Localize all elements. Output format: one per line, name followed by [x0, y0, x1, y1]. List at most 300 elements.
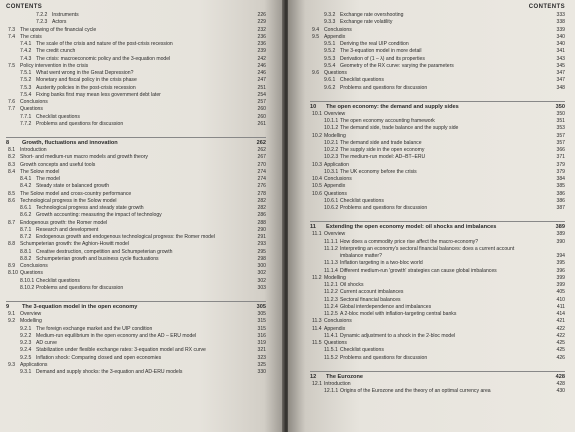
entry-title: Appendix [324, 325, 346, 332]
entry-number: 12.1 [312, 380, 322, 387]
entry-number: 7.4.1 [20, 41, 32, 47]
entry-page: 390 [556, 238, 565, 245]
entry-page: 384 [556, 176, 565, 182]
toc-entry [310, 282, 565, 289]
toc-entry [6, 212, 266, 219]
toc-entry [310, 56, 565, 63]
toc-entry [310, 275, 565, 282]
entry-number: 8.4.1 [20, 176, 32, 182]
entry-number: 10.6.1 [324, 197, 339, 204]
entry-number: 11.5 [312, 340, 322, 346]
toc-entry [310, 231, 565, 238]
toc-entry [6, 99, 266, 106]
entry-number: 10.1.2 [324, 125, 339, 132]
toc-entry [6, 326, 266, 333]
toc-entry [310, 260, 565, 267]
entry-title: The Solow model and cross-country performance [20, 190, 132, 197]
entry-title: Conclusions [324, 26, 352, 33]
entry-number: 8 [6, 140, 10, 146]
entry-page: 298 [257, 255, 266, 262]
toc-entry [6, 85, 266, 92]
entry-title: The Solow model [20, 168, 60, 175]
entry-title: Questions [20, 270, 43, 277]
entry-number: 10.2.3 [324, 154, 339, 161]
entry-page: 236 [257, 33, 266, 40]
right-page [288, 0, 575, 432]
toc-entry [310, 388, 565, 395]
entry-title: Short- and medium-run macro models and growth theory [20, 154, 148, 161]
entry-number: 10.2 [312, 132, 322, 139]
entry-number: 10.4 [312, 176, 322, 182]
entry-title: Problems and questions for discussion [36, 120, 124, 127]
entry-number: 9.2.3 [20, 340, 32, 346]
entry-title: Sectoral financial balances [340, 296, 401, 303]
entry-number: 12 [310, 373, 317, 380]
entry-title: Instruments [52, 12, 79, 18]
left-page [0, 0, 284, 432]
toc-entry [6, 198, 266, 205]
entry-title: The demand side and trade balance [340, 139, 422, 146]
entry-title: Questions [324, 190, 347, 197]
toc-entry [310, 48, 565, 55]
toc-entry [6, 362, 266, 369]
entry-title: Actors [52, 19, 67, 26]
entry-number: 7.4 [8, 33, 16, 40]
entry-number: 11.4 [312, 325, 322, 332]
toc-entry [310, 347, 565, 354]
entry-number: 9.6.1 [324, 77, 336, 84]
entry-title: The supply side in the open economy [340, 147, 425, 153]
entry-title: Different medium-run 'growth' strategies can cause global imbalances [340, 267, 497, 274]
entry-page: 247 [257, 77, 266, 84]
entry-title: Problems and questions for discussion [340, 205, 428, 211]
entry-page: 389 [556, 231, 565, 238]
toc-entry [310, 111, 565, 118]
entry-title: Technological progress in the Solow model [20, 197, 117, 204]
entry-number: 11.5.2 [324, 354, 338, 361]
entry-title: The open economy: the demand and supply sides [326, 103, 459, 110]
entry-page: 410 [556, 296, 565, 303]
entry-title: Growth accounting: measuring the impact of technology [36, 212, 162, 219]
toc-entry [310, 118, 565, 125]
entry-number: 10.1 [312, 110, 322, 117]
entry-page: 286 [257, 212, 266, 219]
entry-title: Application [324, 161, 349, 168]
entry-page: 343 [556, 55, 565, 62]
entry-page: 316 [257, 332, 266, 339]
entry-page: 430 [556, 388, 565, 394]
entry-number: 8.4 [8, 168, 16, 175]
entry-number: 7.2.3 [36, 19, 48, 26]
toc-entry [6, 162, 266, 169]
entry-number: 8.4.2 [20, 183, 32, 190]
entry-title: Monetary and fiscal policy in the crisis phase [36, 77, 137, 84]
entry-number: 8.1 [8, 147, 16, 153]
entry-title: Introduction [324, 380, 351, 387]
entry-number: 9.5.3 [324, 55, 336, 62]
entry-page: 278 [257, 190, 266, 197]
toc-entry [6, 355, 266, 362]
toc-entry [6, 121, 266, 128]
entry-title: Problems and questions for discussion [340, 354, 428, 361]
toc-entry [310, 205, 565, 212]
entry-title: Inflation targeting in a two-bloc world [340, 260, 423, 267]
entry-number: 11.1.4 [324, 267, 338, 274]
entry-number: 8.7.2 [20, 234, 32, 240]
entry-page: 395 [556, 260, 565, 267]
entry-page: 305 [257, 311, 266, 317]
toc-entry [6, 77, 266, 84]
toc-entry [6, 27, 266, 34]
toc-entry [310, 311, 565, 318]
toc-entry [310, 333, 565, 340]
entry-title: What went wrong in the Great Depression? [36, 70, 134, 76]
entry-number: 8.10.2 [20, 284, 35, 291]
entry-page: 330 [257, 369, 266, 375]
toc-entry [6, 333, 266, 340]
toc-entry [6, 249, 266, 256]
toc-entry [310, 19, 565, 26]
entry-number: 11.2.5 [324, 311, 338, 317]
entry-number: 8.9 [8, 263, 16, 269]
entry-number: 7.6 [8, 99, 16, 105]
section-gap [6, 292, 266, 301]
entry-title: Conclusions [324, 176, 352, 182]
entry-page: 394 [556, 253, 565, 259]
running-header: CONTENTS [6, 4, 43, 10]
entry-title: Appendix [324, 183, 346, 190]
entry-number: 8.3 [8, 161, 16, 168]
section-gap [6, 128, 266, 137]
entry-page: 340 [556, 33, 565, 40]
entry-title: Overview [20, 311, 42, 317]
entry-page: 290 [257, 226, 266, 233]
entry-title: The medium-run model: AD–BT–ERU [340, 154, 426, 161]
entry-page: 425 [556, 347, 565, 354]
entry-number: 7.5.2 [20, 77, 32, 84]
entry-title: Current account imbalances [340, 289, 404, 296]
entry-title: Extending the open economy model: oil shocks and imbalances [326, 224, 497, 231]
entry-number: 10.3 [312, 161, 322, 168]
entry-number: 7.7.1 [20, 113, 32, 120]
entry-title: The scale of the crisis and nature of the post-crisis recession [36, 41, 173, 47]
entry-page: 414 [556, 311, 565, 317]
entry-number: 11.2.1 [324, 282, 338, 288]
entry-title: The open economy accounting framework [340, 118, 435, 124]
entry-page: 305 [256, 304, 266, 310]
entry-number: 7.3 [8, 26, 16, 33]
entry-number: 9.6.2 [324, 84, 336, 91]
entry-title: Modelling [324, 132, 346, 139]
toc-entry [6, 256, 266, 263]
entry-page: 386 [556, 190, 565, 197]
entry-title: Checklist questions [36, 113, 80, 120]
toc-entry [6, 183, 266, 190]
entry-title: Austerity policies in the post-crisis recession [36, 84, 136, 91]
toc-entry [6, 12, 266, 19]
entry-page: 282 [257, 205, 266, 211]
entry-number: 9.4 [312, 26, 320, 33]
entry-number: 7.5 [8, 62, 16, 69]
entry-number: 8.7.1 [20, 226, 32, 233]
toc-entry [6, 270, 266, 277]
entry-title: How does a commodity price rise affect the macro-economy? [340, 238, 479, 245]
toc-entry [310, 34, 565, 41]
entry-page: 340 [556, 41, 565, 47]
toc-entry [310, 140, 565, 147]
entry-page: 291 [257, 234, 266, 240]
entry-number: 11.3 [312, 318, 322, 325]
entry-title: Technological progress and steady state growth [36, 205, 144, 211]
entry-number: 7.5.1 [20, 70, 32, 76]
entry-title: Modelling [20, 318, 42, 325]
entry-page: 341 [556, 48, 565, 55]
entry-page: 399 [556, 274, 565, 281]
toc-entry [310, 355, 565, 362]
entry-title: Applications [20, 361, 48, 368]
toc-entry [6, 278, 266, 285]
toc-chapter-entry [310, 101, 565, 111]
entry-number: 8.2 [8, 154, 16, 161]
entry-title: Overview [324, 110, 346, 117]
entry-number: 9.2.2 [20, 332, 32, 339]
section-gap [310, 362, 565, 371]
entry-number: 11.1.3 [324, 260, 338, 267]
entry-title: Questions [20, 106, 43, 113]
entry-title: A 2-bloc model with inflation-targeting central banks [340, 311, 457, 317]
entry-title: The Eurozone [326, 373, 363, 380]
entry-number: 9 [6, 304, 10, 310]
entry-title: Interpreting an economy's sectoral financial balances: does a current account [340, 245, 515, 252]
entry-number: 9.5.2 [324, 48, 336, 55]
entry-page: 293 [257, 241, 266, 248]
toc-entry [6, 70, 266, 77]
entry-number: 9.3.1 [20, 369, 32, 375]
entry-title: Appendix [324, 33, 346, 40]
entry-title: Medium-run equilibrium in the open economy and the AD – ERU model [36, 332, 197, 339]
entry-title: Demand and supply shocks: the 3-equation and AD-ERU models [36, 369, 183, 375]
entry-title: The model [36, 176, 61, 182]
entry-page: 425 [556, 340, 565, 346]
entry-number: 7.5.3 [20, 84, 32, 91]
entry-page: 428 [556, 380, 565, 387]
entry-page: 274 [257, 176, 266, 182]
entry-number: 8.5 [8, 190, 16, 197]
toc-entry [6, 147, 266, 154]
toc-entry [310, 77, 565, 84]
entry-title: The 3-equation model in more detail [340, 48, 422, 55]
entry-page: 261 [257, 120, 266, 127]
entry-number: 7.2.2 [36, 12, 48, 18]
entry-title: Questions [324, 340, 347, 346]
entry-title: The demand side, trade balance and the supply side [340, 125, 459, 132]
entry-title: Endogenous growth: the Romer model [20, 219, 108, 226]
entry-title: The 3-equation model in the open economy [22, 304, 138, 310]
entry-title: Steady state or balanced growth [36, 183, 110, 190]
entry-page: 276 [257, 183, 266, 190]
entry-title: Growth, fluctuations and innovation [22, 140, 118, 146]
entry-page: 411 [556, 303, 565, 310]
toc-entry [310, 63, 565, 70]
toc-entry [310, 41, 565, 48]
entry-number: 11.2 [312, 274, 322, 281]
entry-number: 8.8.1 [20, 248, 32, 255]
entry-title: Problems and questions for discussion [340, 84, 428, 91]
entry-page: 333 [556, 12, 565, 18]
entry-number: 11.2.3 [324, 296, 338, 303]
entry-number: 9.6 [312, 70, 320, 76]
entry-title: Endogenous growth and endogenous technological progress: the Romer model [36, 234, 215, 240]
toc-chapter-entry [6, 137, 266, 147]
entry-page: 226 [257, 12, 266, 18]
entry-number: 8.8 [8, 241, 16, 248]
entry-page: 300 [257, 263, 266, 269]
entry-page: 366 [556, 147, 565, 153]
toc-entry [310, 198, 565, 205]
entry-number: 10.6.2 [324, 205, 339, 211]
entry-number: 9.3 [8, 361, 16, 368]
toc-entry [6, 92, 266, 99]
entry-title: imbalance matter? [340, 253, 382, 259]
entry-title: Checklist questions [340, 77, 384, 84]
entry-number: 10.6 [312, 190, 322, 197]
entry-page: 396 [556, 267, 565, 274]
entry-page: 399 [556, 282, 565, 288]
entry-number: 7.7 [8, 106, 16, 113]
entry-page: 260 [257, 106, 266, 113]
toc-entry [6, 220, 266, 227]
entry-page: 270 [257, 161, 266, 168]
toc-entry [6, 205, 266, 212]
entry-page: 246 [257, 70, 266, 76]
entry-page: 379 [556, 161, 565, 168]
entry-title: Introduction [20, 147, 47, 153]
toc-chapter-entry [310, 371, 565, 381]
entry-page: 386 [556, 197, 565, 204]
entry-page: 428 [555, 373, 565, 380]
entry-number: 11.2.2 [324, 289, 338, 296]
entry-page: 302 [257, 270, 266, 277]
entry-page: 246 [257, 62, 266, 69]
toc-entry [6, 347, 266, 354]
toc-entry [310, 176, 565, 183]
entry-title: Creative destruction, competition and Schumpeterian growth [36, 248, 173, 255]
toc-entry [310, 191, 565, 198]
entry-title: Fixing banks first may mean less government debt later [36, 91, 161, 98]
toc-entry [310, 183, 565, 190]
entry-number: 11.1.2 [324, 245, 338, 252]
entry-title: The credit crunch [36, 48, 76, 55]
toc-list [6, 12, 266, 376]
toc-entry [6, 241, 266, 248]
toc-entry [310, 268, 565, 275]
entry-title: AD curve [36, 340, 57, 346]
entry-page: 319 [257, 340, 266, 346]
entry-page: 242 [257, 55, 266, 62]
entry-page: 405 [556, 289, 565, 296]
entry-number: 8.6.2 [20, 212, 32, 219]
entry-number: 9.2.1 [20, 325, 32, 332]
entry-page: 422 [556, 332, 565, 339]
entry-title: Growth concepts and useful tools [20, 161, 96, 168]
entry-title: Checklist questions [340, 347, 384, 354]
entry-number: 10.3.1 [324, 168, 339, 175]
entry-title: Schumpeterian growth: the Aghion-Howitt model [20, 241, 130, 248]
entry-number: 9.2.5 [20, 354, 32, 361]
entry-number: 8.8.2 [20, 255, 32, 262]
toc-entry [6, 106, 266, 113]
entry-title: Exchange rate overshooting [340, 12, 404, 18]
entry-page: 302 [257, 277, 266, 284]
entry-page: 315 [257, 318, 266, 325]
toc-entry [6, 227, 266, 234]
entry-title: Policy intervention in the crisis [20, 62, 89, 69]
entry-page: 348 [556, 84, 565, 91]
toc-entry [6, 41, 266, 48]
toc-entry [6, 63, 266, 70]
toc-entry [6, 176, 266, 183]
entry-page: 353 [556, 125, 565, 132]
entry-page: 385 [556, 183, 565, 190]
toc-entry [6, 340, 266, 347]
entry-number: 11 [310, 224, 316, 231]
entry-page: 282 [257, 197, 266, 204]
entry-number: 8.6.1 [20, 205, 32, 211]
toc-chapter-entry [6, 301, 266, 311]
entry-number: 10.5 [312, 183, 322, 190]
entry-page: 251 [257, 84, 266, 91]
toc-entry [310, 162, 565, 169]
entry-page: 232 [257, 26, 266, 33]
entry-title: Inflation shock: Comparing closed and open economies [36, 354, 162, 361]
entry-number: 8.10.1 [20, 277, 35, 284]
toc-entry [6, 34, 266, 41]
toc-entry [310, 125, 565, 132]
entry-number: 11.1.1 [324, 238, 338, 245]
toc-entry [310, 381, 565, 388]
entry-title: The UK economy before the crisis [340, 168, 417, 175]
entry-page: 267 [257, 154, 266, 161]
entry-page: 325 [257, 361, 266, 368]
entry-title: Origins of the Eurozone and the theory of an optimal currency area [340, 388, 491, 394]
entry-number: 9.5.1 [324, 41, 336, 47]
toc-entry [310, 253, 565, 260]
toc-entry [310, 12, 565, 19]
entry-title: Exchange rate volatility [340, 19, 393, 26]
toc-entry [6, 263, 266, 270]
entry-number: 11.1 [312, 231, 322, 238]
entry-title: Questions [324, 70, 347, 76]
toc-entry [6, 19, 266, 26]
entry-number: 9.5.4 [324, 62, 336, 69]
entry-title: Deriving the real UIP condition [340, 41, 409, 47]
entry-page: 351 [556, 118, 565, 124]
entry-number: 9.2.4 [20, 347, 32, 354]
entry-page: 422 [556, 325, 565, 332]
entry-title: Derivation of (1 – λ) and its properties [340, 55, 425, 62]
entry-number: 9.5 [312, 33, 320, 40]
toc-entry [6, 191, 266, 198]
entry-number: 7.4.2 [20, 48, 32, 55]
section-gap [310, 92, 565, 101]
entry-number: 9.3.2 [324, 12, 336, 18]
entry-page: 387 [556, 205, 565, 211]
entry-page: 426 [556, 354, 565, 361]
entry-title: Stabilization under flexible exchange rates: 3-equation model and RX curve [36, 347, 206, 354]
toc-entry [310, 154, 565, 161]
entry-page: 274 [257, 168, 266, 175]
entry-number: 11.2.4 [324, 303, 338, 310]
